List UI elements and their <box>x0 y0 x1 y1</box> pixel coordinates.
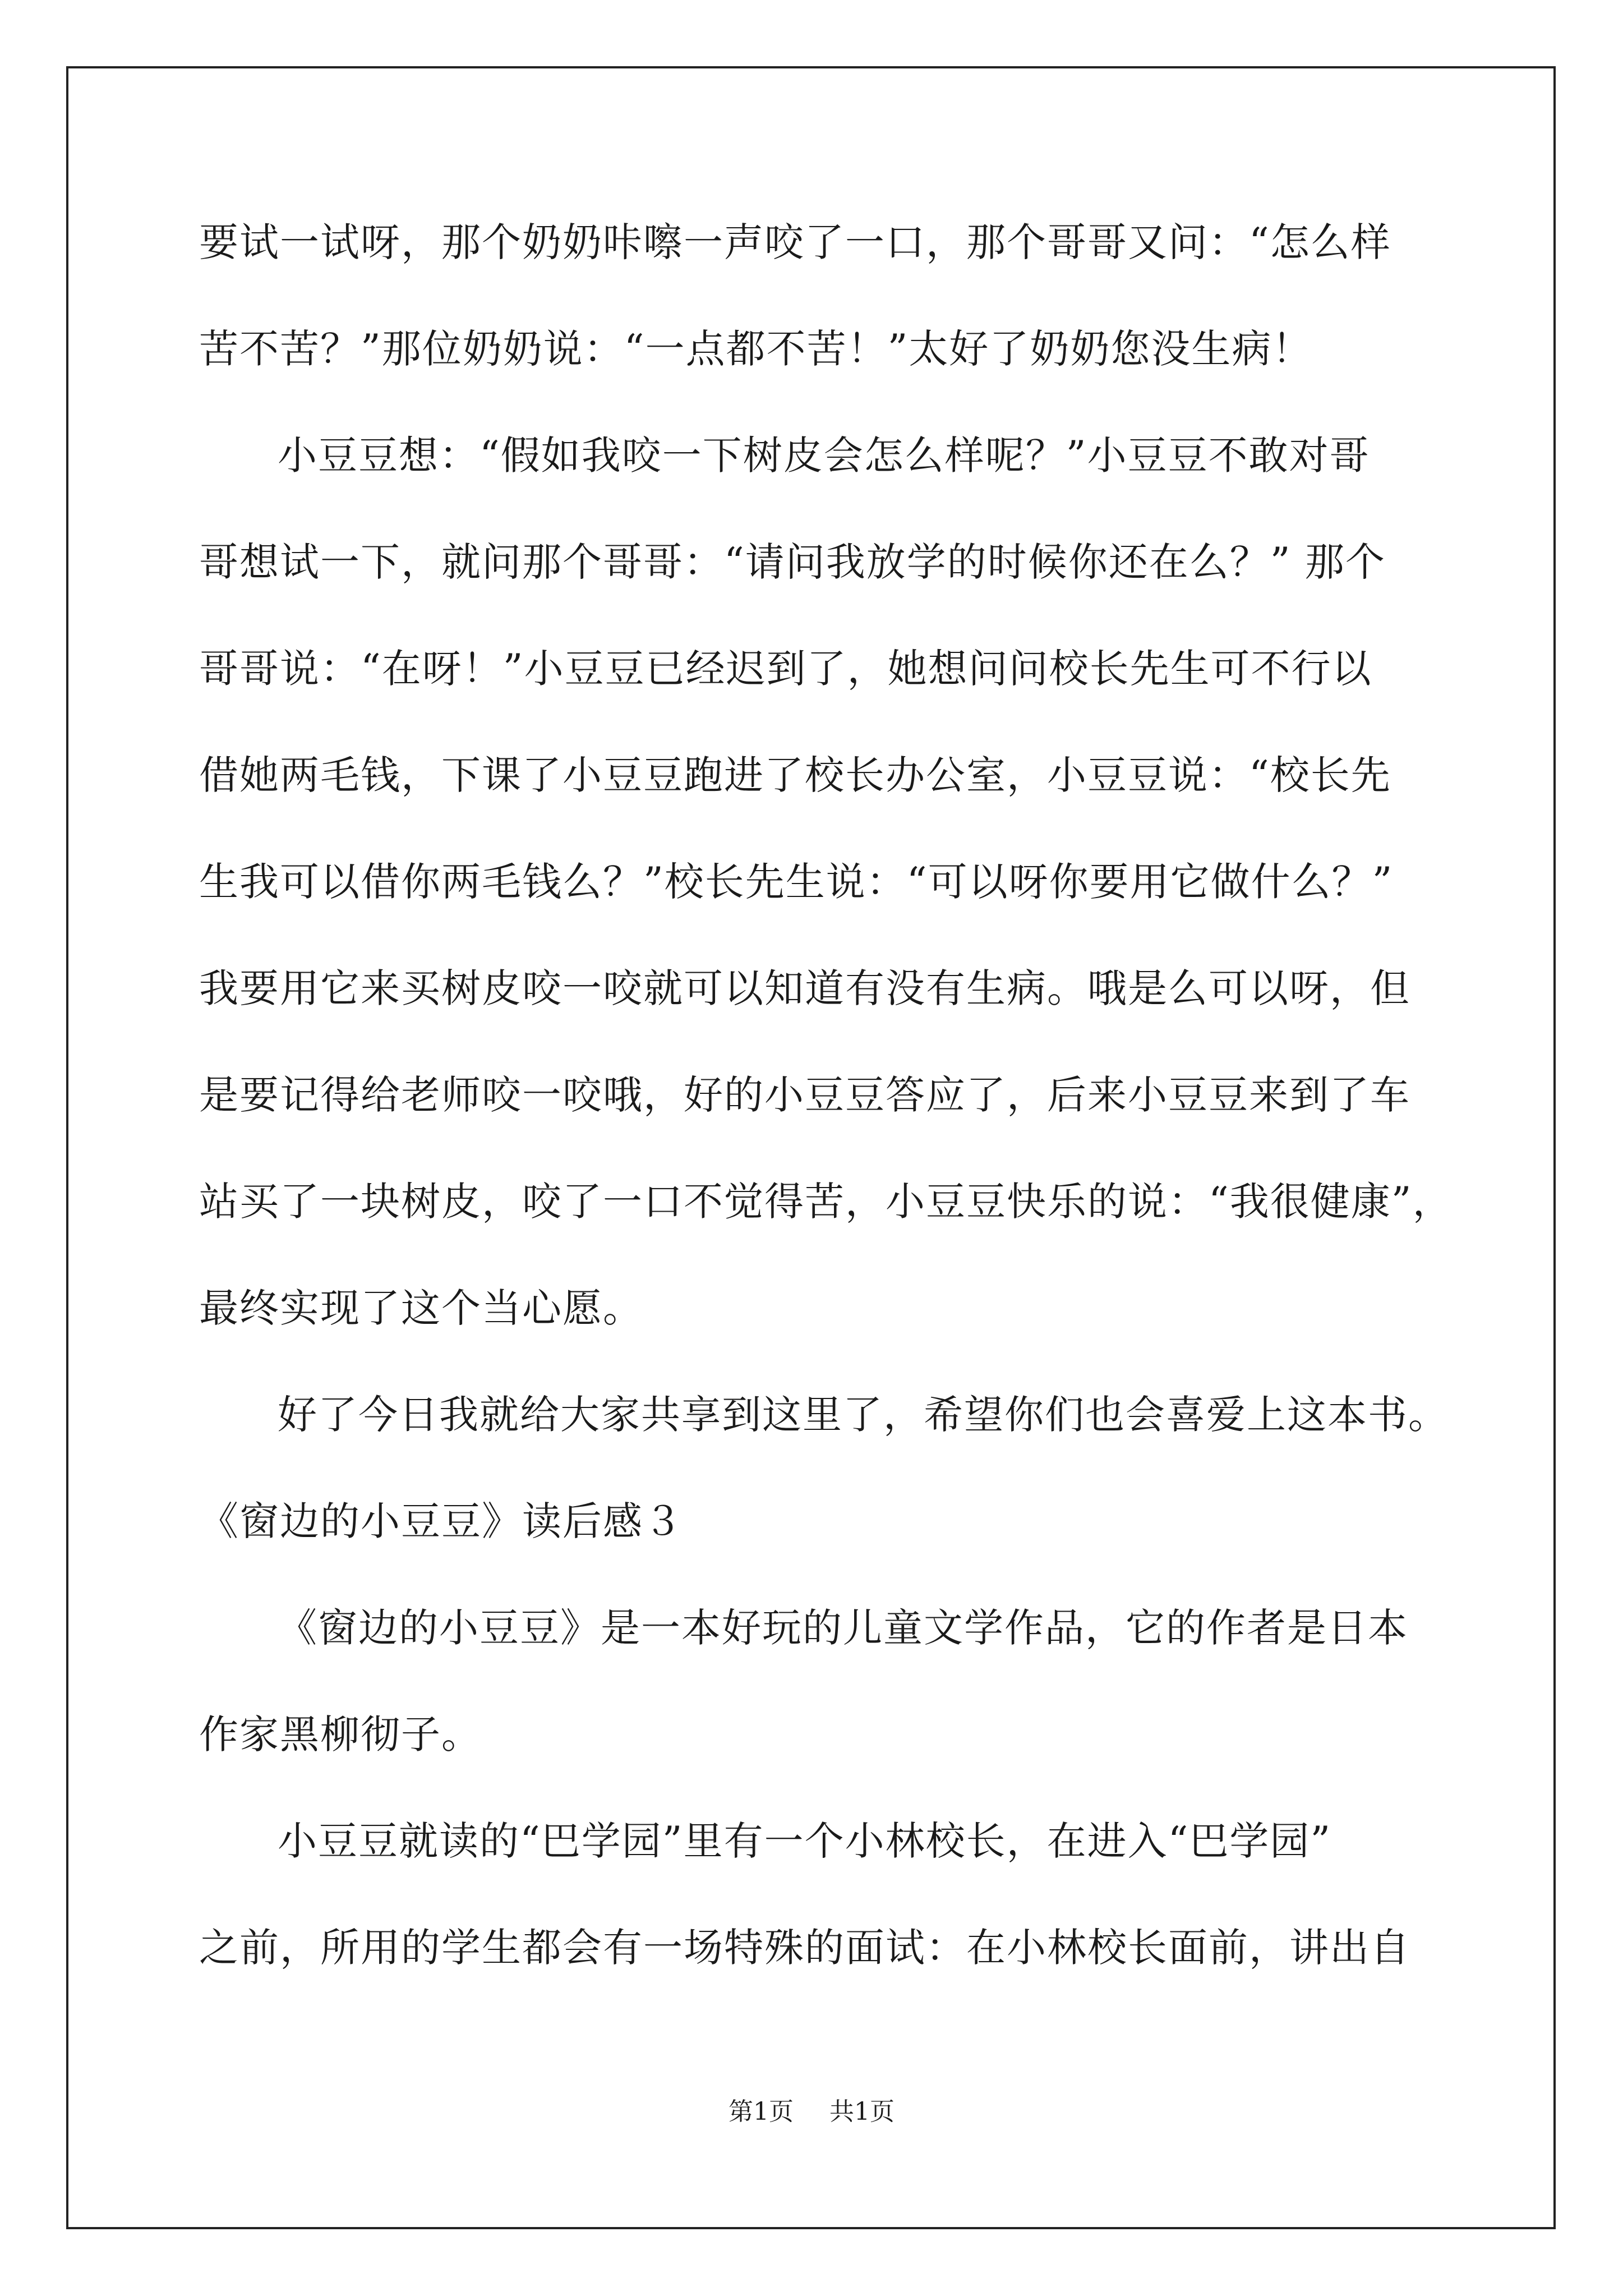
paragraph-start-line: 《窗边的小豆豆》是一本好玩的儿童文学作品，它的作者是日本 <box>278 1605 1408 1651</box>
document-body <box>199 216 1483 2028</box>
text-line: 要试一试呀，那个奶奶咔嚓一声咬了一口，那个哥哥又问：“怎么样 <box>199 219 1391 265</box>
text-line: 最终实现了这个当心愿。 <box>199 1285 643 1331</box>
section-heading: 《窗边的小豆豆》读后感３ <box>199 1498 684 1544</box>
text-line: 苦不苦？”那位奶奶说：“一点都不苦！”太好了奶奶您没生病！ <box>199 326 1313 372</box>
text-line: 哥哥说：“在呀！”小豆豆已经迟到了，她想问问校长先生可不行以 <box>199 646 1372 692</box>
paragraph-start-line: 小豆豆就读的“巴学园”里有一个小林校长，在进入“巴学园” <box>278 1818 1332 1864</box>
text-line: 作家黑柳彻子。 <box>199 1711 482 1757</box>
text-line: 是要记得给老师咬一咬哦，好的小豆豆答应了，后来小豆豆来到了车 <box>199 1072 1410 1118</box>
page-number: 第1页 <box>728 2097 794 2126</box>
text-line: 我要用它来买树皮咬一咬就可以知道有没有生病。哦是么可以呀，但 <box>199 965 1410 1011</box>
paragraph-start-line: 好了今日我就给大家共享到这里了，希望你们也会喜爱上这本书。 <box>278 1392 1449 1438</box>
text-line: 借她两毛钱，下课了小豆豆跑进了校长办公室，小豆豆说：“校长先 <box>199 752 1391 798</box>
paragraph-start-line: 小豆豆想：“假如我咬一下树皮会怎么样呢？”小豆豆不敢对哥 <box>278 432 1370 478</box>
text-line: 生我可以借你两毛钱么？”校长先生说：“可以呀你要用它做什么？” <box>199 859 1394 905</box>
text-line: 哥想试一下，就问那个哥哥：“请问我放学的时候你还在么？” 那个 <box>199 539 1386 585</box>
text-line: 之前，所用的学生都会有一场特殊的面试：在小林校长面前，讲出自 <box>199 1925 1410 1971</box>
text-line: 站买了一块树皮，咬了一口不觉得苦，小豆豆快乐的说：“我很健康”， <box>199 1179 1453 1225</box>
page-footer <box>0 2095 1623 2129</box>
page-total: 共1页 <box>829 2097 895 2126</box>
